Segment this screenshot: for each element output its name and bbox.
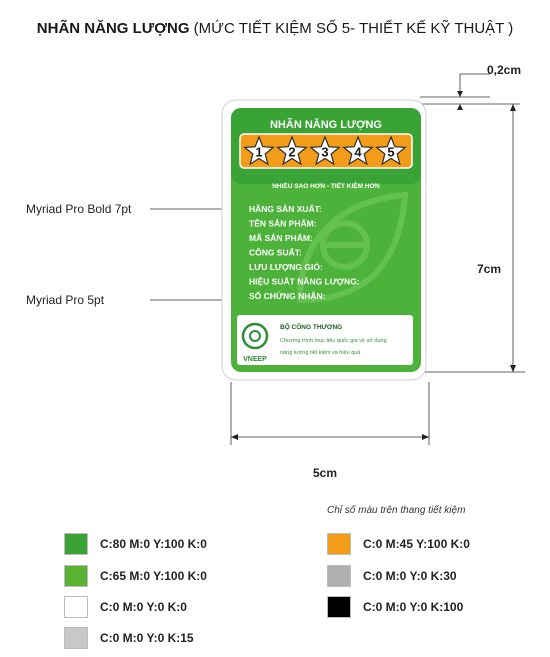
swatch-code: C:80 M:0 Y:100 K:0 xyxy=(100,537,207,551)
swatch-color xyxy=(64,533,88,555)
label-field: MÃ SẢN PHẨM: xyxy=(249,233,313,243)
page-title-bold: NHÃN NĂNG LƯỢNG xyxy=(36,20,190,37)
star-number: 3 xyxy=(321,144,329,160)
annotation-bold-font: Myriad Pro Bold 7pt xyxy=(26,202,132,216)
swatch-color xyxy=(64,627,88,649)
star-number: 2 xyxy=(288,144,296,160)
swatch-color xyxy=(64,565,88,587)
swatch-color xyxy=(327,533,351,555)
swatch-code: C:0 M:0 Y:0 K:0 xyxy=(100,600,187,614)
dimension-width: 5cm xyxy=(313,466,338,480)
swatch-code: C:0 M:0 Y:0 K:15 xyxy=(100,631,194,645)
dimension-border: 0,2cm xyxy=(487,63,522,77)
label-slogan: NHIỀU SAO HƠN - TIẾT KIỆM HƠN xyxy=(272,183,380,190)
swatch-color xyxy=(327,565,351,587)
swatch-black xyxy=(327,596,463,618)
palette-title: Chỉ số màu trên thang tiết kiệm xyxy=(327,505,466,516)
star-number: 5 xyxy=(387,144,395,160)
swatch-green-dark xyxy=(64,533,207,555)
ministry-name: BỘ CÔNG THƯƠNG xyxy=(280,324,343,331)
arrow-border-top xyxy=(457,91,463,97)
arrow-height-bottom xyxy=(510,365,516,372)
label-field: TÊN SẢN PHẨM: xyxy=(249,218,317,229)
label-field: LƯU LƯỢNG GIÓ: xyxy=(249,262,323,272)
vneep-logo-text: VNEEP xyxy=(243,356,267,363)
swatch-color xyxy=(64,596,88,618)
swatch-color xyxy=(327,596,351,618)
label-field: HIỆU SUẤT NĂNG LƯỢNG: xyxy=(249,276,360,287)
swatch-orange xyxy=(327,533,470,555)
program-line-1: Chương trình mục tiêu quốc gia về sử dụng xyxy=(280,338,387,344)
dimension-height: 7cm xyxy=(477,262,502,276)
swatch-white xyxy=(64,596,187,618)
swatch-code: C:0 M:0 Y:0 K:30 xyxy=(363,569,457,583)
swatch-code: C:65 M:0 Y:100 K:0 xyxy=(100,569,207,583)
star-number: 4 xyxy=(354,144,362,160)
swatch-grey-30 xyxy=(327,565,457,587)
label-heading: NHÃN NĂNG LƯỢNG xyxy=(269,119,383,131)
arrow-width-left xyxy=(231,434,238,440)
annotation-regular-font: Myriad Pro 5pt xyxy=(26,293,105,307)
arrow-height-top xyxy=(510,104,516,111)
arrow-width-right xyxy=(422,434,429,440)
arrow-border-bottom xyxy=(457,104,463,110)
label-field: SỐ CHỨNG NHẬN: xyxy=(249,291,326,301)
page-title-rest: (MỨC TIẾT KIỆM SỐ 5- THIẾT KẾ KỸ THUẬT ) xyxy=(189,20,514,37)
swatch-code: C:0 M:0 Y:0 K:100 xyxy=(363,600,464,614)
swatch-grey-15 xyxy=(64,627,194,649)
swatch-green-light xyxy=(64,565,207,587)
label-field: HÃNG SẢN XUẤT: xyxy=(249,204,322,214)
star-number: 1 xyxy=(255,144,263,160)
swatch-code: C:0 M:45 Y:100 K:0 xyxy=(363,537,470,551)
program-line-2: năng lượng tiết kiệm và hiệu quả xyxy=(280,350,361,356)
label-field: CÔNG SUẤT: xyxy=(249,247,302,258)
